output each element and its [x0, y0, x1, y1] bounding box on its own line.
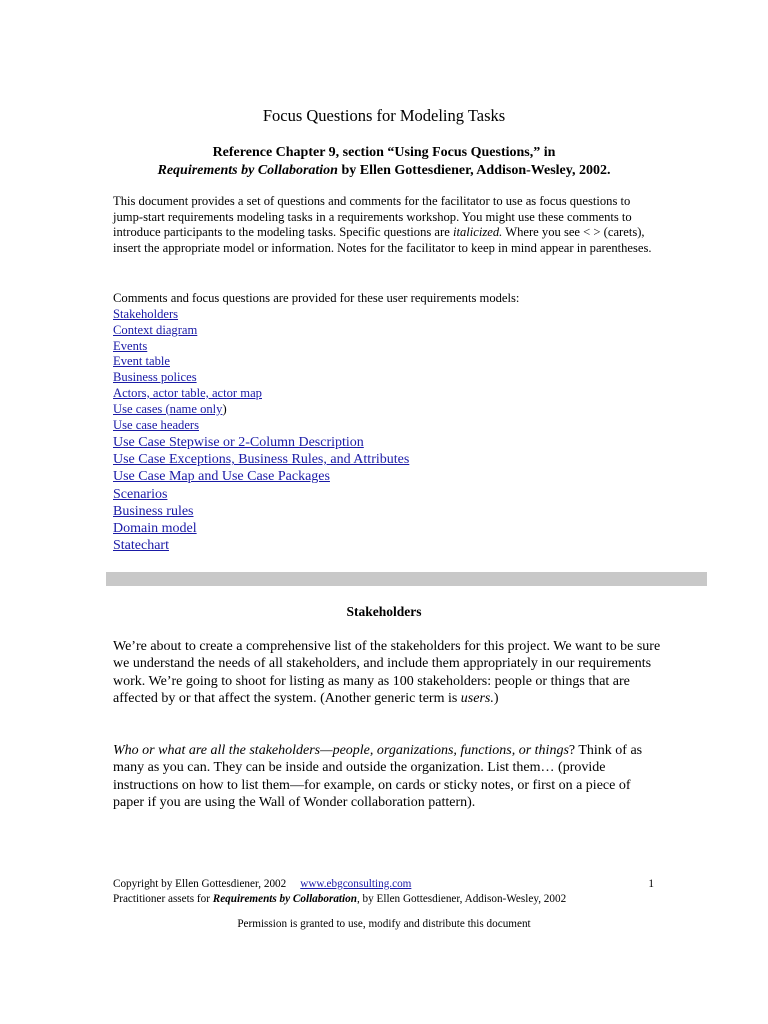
toc-link-use-case-stepwise[interactable]: Use Case Stepwise or 2-Column Description: [113, 435, 364, 450]
toc-item: [113, 323, 262, 339]
toc-link-use-case-map[interactable]: Use Case Map and Use Case Packages: [113, 469, 330, 485]
footer-row: [113, 877, 658, 892]
intro-text: This document provides a set of questions and comments for the facilitator to use as focus questions to jump-start requirements modeling tasks in a requirements workshop. You might use these comments to introduce participants to the modeling tasks. Specific questions are: [113, 194, 632, 240]
toc-link-domain-model[interactable]: Domain model: [113, 520, 197, 536]
reference-line: Reference Chapter 9, section “Using Focus Questions,” in: [212, 145, 556, 160]
section-divider: [106, 572, 707, 586]
toc-list-large: [113, 434, 409, 554]
toc-link-actors[interactable]: Actors, actor table, actor map: [113, 385, 262, 400]
toc-item: [113, 354, 262, 370]
toc-item: [113, 386, 262, 402]
toc-item: [113, 434, 409, 451]
toc-item: [113, 520, 409, 537]
toc-link-events[interactable]: Events: [113, 338, 148, 353]
intro-paragraph: [113, 194, 653, 256]
toc-link-use-case-exceptions[interactable]: Use Case Exceptions, Business Rules, and Attributes: [113, 452, 410, 468]
footer-assets-tail: , by Ellen Gottesdiener, Addison-Wesley, 2002: [356, 893, 567, 905]
footer-assets-prefix: Practitioner assets for: [113, 893, 213, 905]
reference-book-line: [0, 162, 768, 180]
toc-link-statechart[interactable]: Statechart: [113, 538, 169, 554]
toc-item: [113, 402, 262, 418]
footer-copyright: Copyright by Ellen Gottesdiener, 2002: [113, 878, 287, 890]
reference-heading: [0, 144, 768, 180]
paragraph-text: We’re about to create a comprehensive list of the stakeholders for this project. We want to be sure we understand the needs of all stakeholders, and include them appropriately in our requirements work. We’re going to shoot for listing as many as 100 stakeholders: people or things that are affected by or that affect the system. (Another generic term is: [113, 639, 661, 707]
toc-item: [113, 370, 262, 386]
footer-assets-book: Requirements by Collaboration: [212, 893, 357, 905]
footer-assets-row: [113, 892, 658, 907]
permission-note: Permission is granted to use, modify and distribute this document: [237, 918, 531, 930]
toc-item: [113, 486, 409, 503]
toc-link-scenarios[interactable]: Scenarios: [113, 486, 168, 502]
toc-item: [113, 307, 262, 323]
document-title: Focus Questions for Modeling Tasks: [262, 106, 506, 125]
focus-question-text: ? Think of as many as you can. They can be inside and outside the organization. List them… (provide instructions on how to list them—for example, on cards or sticky notes, or first on a piece of paper if you are using the Wall of Wonder collaboration pattern).: [113, 743, 643, 811]
reference-book-title: Requirements by Collaboration: [157, 163, 338, 178]
toc-link-event-table[interactable]: Event table: [113, 354, 170, 369]
reference-author: by Ellen Gottesdiener, Addison-Wesley, 2002.: [337, 163, 611, 178]
paragraph-italic: users.: [460, 691, 494, 707]
intro-text-tail: Where you see < > (carets), insert the appropriate model or information. Notes for the facilitator to keep in mind appear in parentheses.: [113, 225, 652, 255]
intro-italic: italicized.: [452, 225, 503, 240]
paragraph-text-end: ): [493, 691, 499, 707]
toc-link-stakeholders[interactable]: Stakeholders: [113, 307, 179, 321]
toc-link-use-case-headers[interactable]: Use case headers: [113, 417, 200, 432]
toc-link-business-polices[interactable]: Business polices: [113, 370, 197, 385]
toc-paren: ): [222, 401, 227, 416]
stakeholders-paragraph: [113, 638, 661, 708]
toc-item: [113, 418, 262, 434]
toc-item: [113, 468, 409, 485]
toc-list-small: [113, 307, 262, 433]
focus-question: Who or what are all the stakeholders—people, organizations, functions, or things: [113, 743, 569, 758]
toc-link-context-diagram[interactable]: Context diagram: [113, 322, 198, 337]
focus-question-paragraph: [113, 742, 661, 812]
toc-link-business-rules[interactable]: Business rules: [113, 503, 194, 519]
toc-item: [113, 339, 262, 355]
page-number: 1: [648, 878, 654, 890]
footer-url-link[interactable]: www.ebgconsulting.com: [300, 878, 412, 890]
models-intro: Comments and focus questions are provided for these user requirements models:: [113, 291, 520, 305]
page-footer: [113, 877, 658, 907]
toc-item: [113, 503, 409, 520]
toc-item: [113, 451, 409, 468]
section-title: Stakeholders: [346, 604, 422, 619]
toc-link-use-cases[interactable]: Use cases (name only: [113, 401, 223, 416]
toc-item: [113, 537, 409, 554]
